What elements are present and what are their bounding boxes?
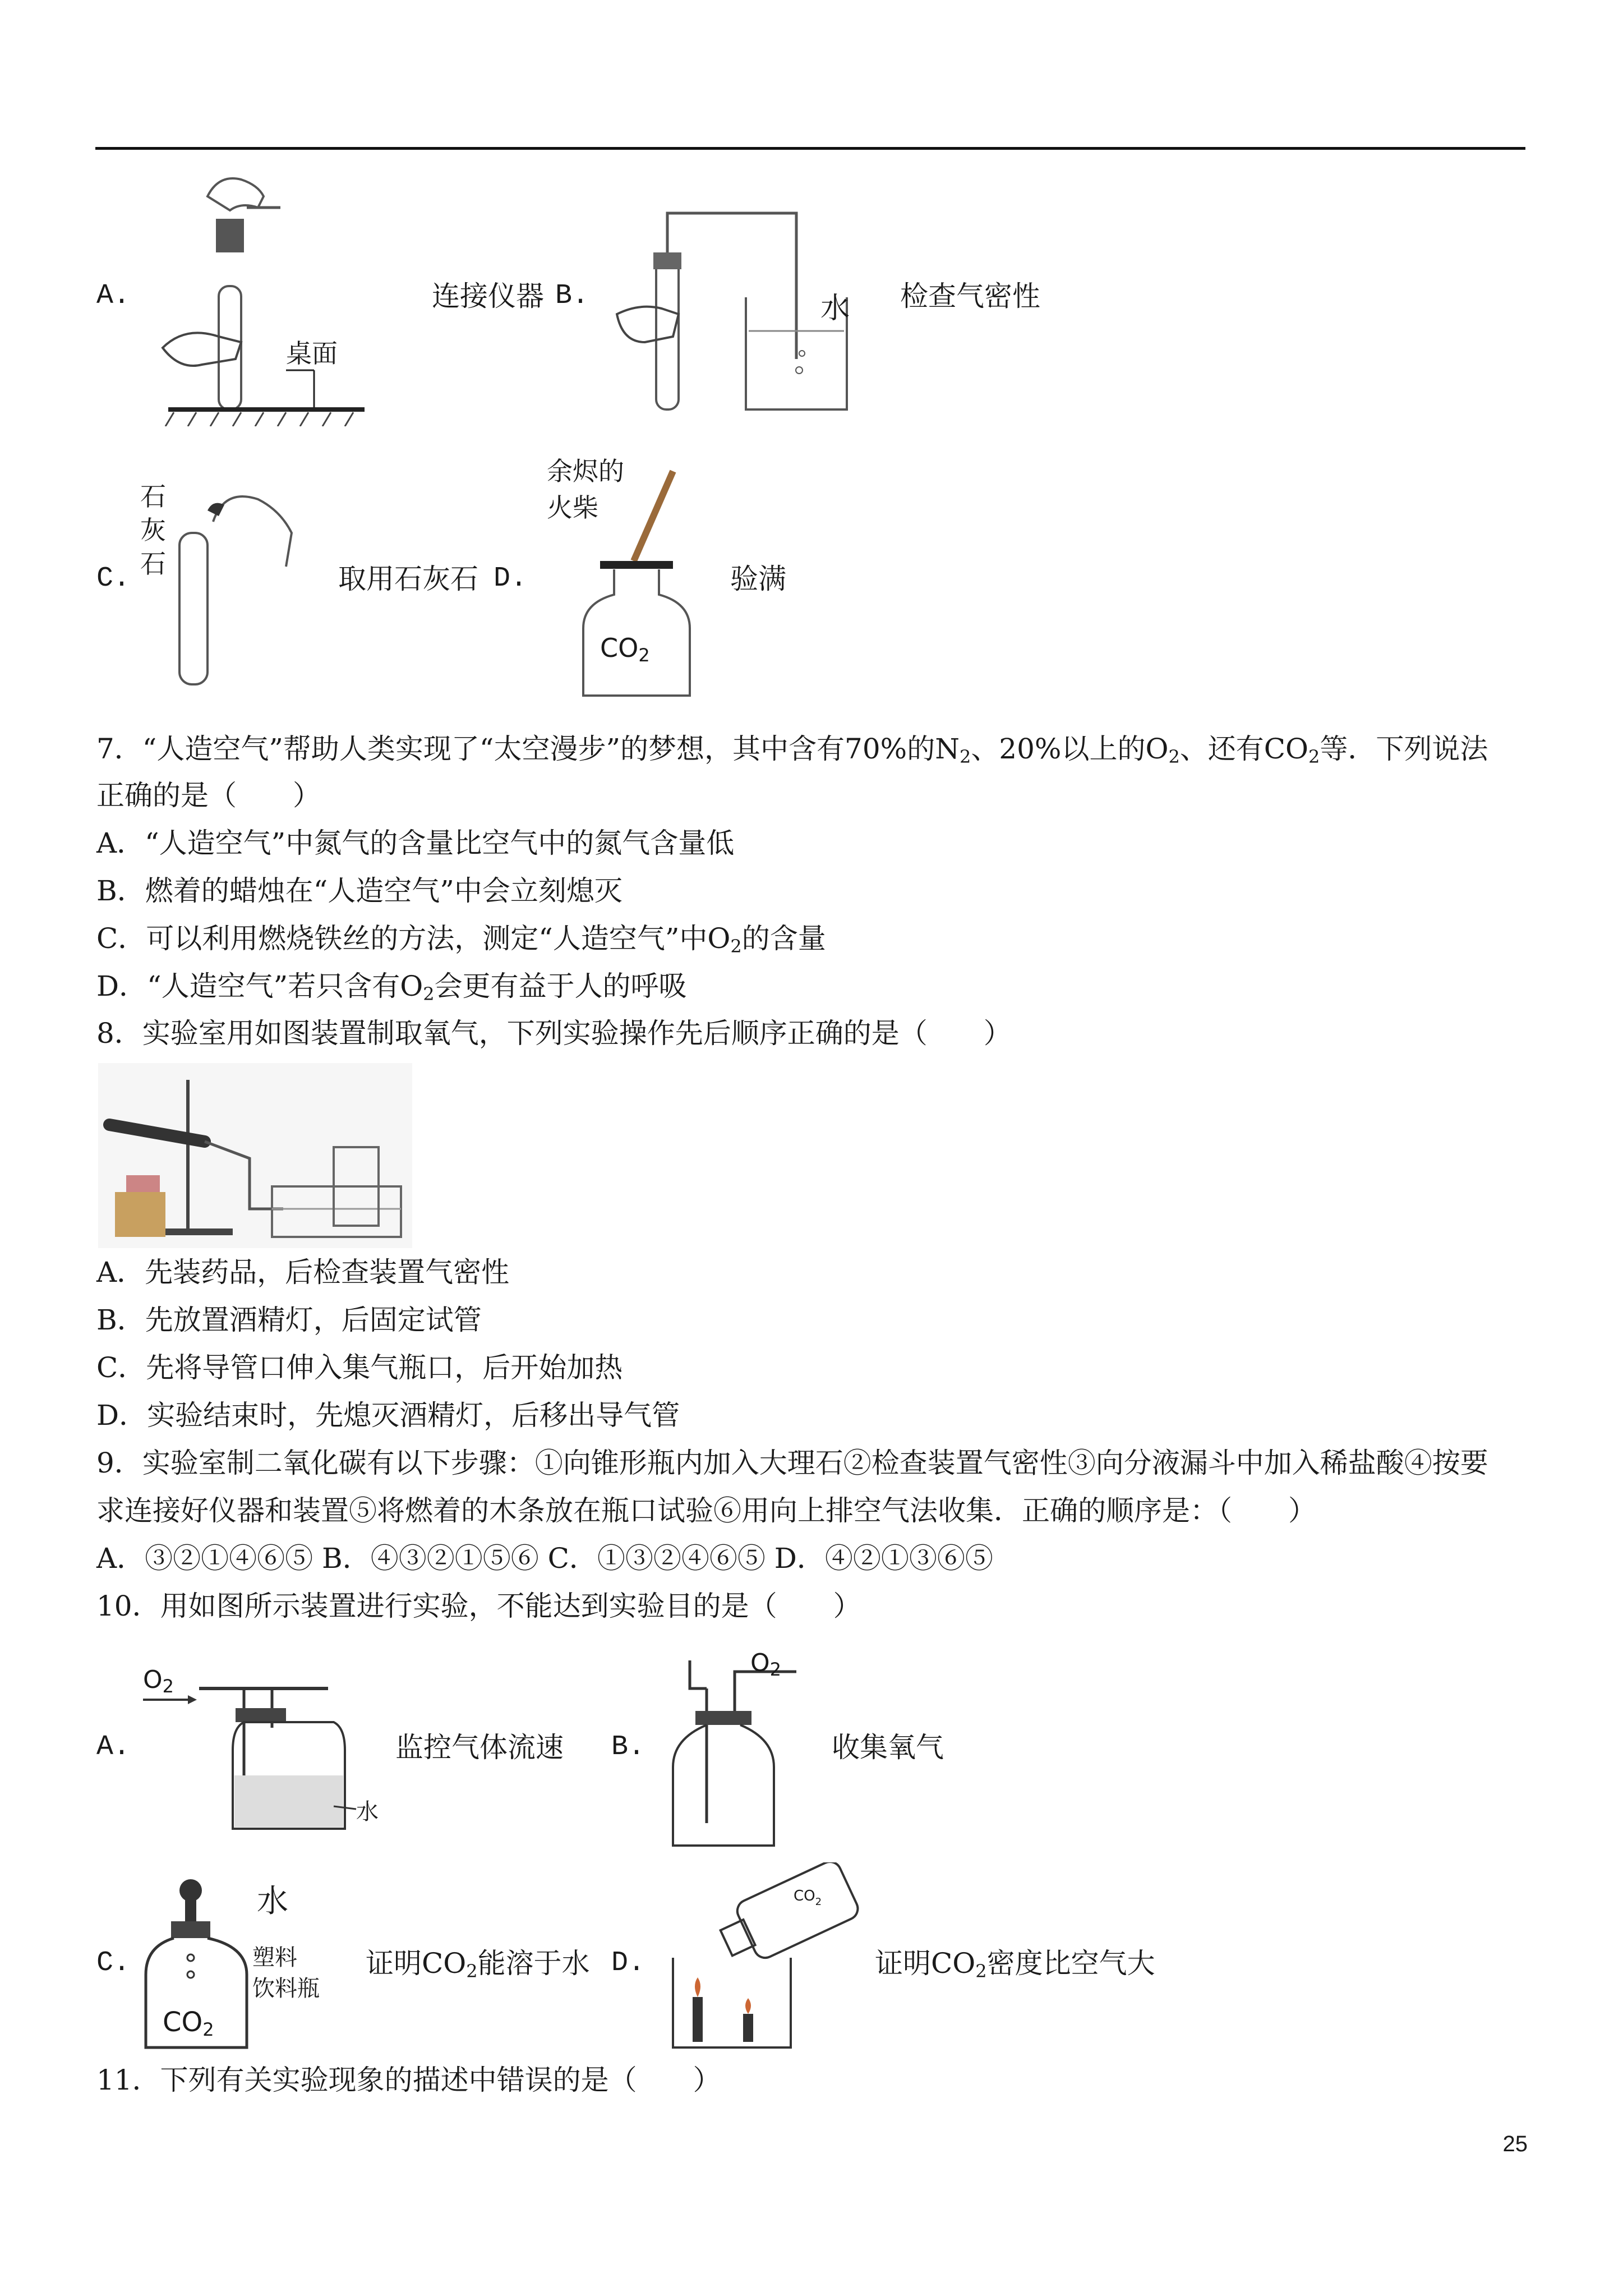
q6-option-c-letter: C. (96, 563, 131, 595)
page-number: 25 (1502, 2132, 1528, 2156)
q10-stem: 10．用如图所示装置进行实验，不能达到实验目的是（ ） (96, 1590, 861, 1622)
q6-d-bottle-label: $CO_2$ (600, 633, 650, 666)
q10-c-bottle-label: $CO_2$ (163, 2007, 214, 2040)
q10-d-fig-label: $CO_2$ (794, 1888, 822, 1908)
q6-option-c-caption: 取用石灰石 (338, 563, 478, 595)
q6-c-fig-label-1: 石 (140, 481, 166, 512)
q8-apparatus-figure (98, 1063, 412, 1248)
q10-c-fig-label-2: 塑料 (252, 1945, 297, 1971)
q8-option-c: C．先将导管口伸入集气瓶口，后开始加热 (96, 1351, 623, 1384)
q6-d-fig-label-1: 余烬的 (547, 456, 624, 486)
q6-option-b-letter: B. (555, 280, 589, 312)
q10-option-d-letter: D. (611, 1947, 645, 1979)
q10-d-figure (662, 1862, 864, 2053)
q9-stem-line-2: 求连接好仪器和装置⑤将燃着的木条放在瓶口试验⑥用向上排空气法收集．正确的顺序是：（ ） (96, 1494, 1316, 1527)
q6-b-fig-label: 水 (820, 292, 850, 325)
q6-c-fig-label-2: 灰 (140, 515, 166, 545)
q10-option-b-letter: B. (611, 1731, 645, 1763)
q7-option-c: C．可以利用燃烧铁丝的方法，测定“人造空气”中$O_2$的含量 (96, 922, 826, 957)
q10-option-c-letter: C. (96, 1947, 131, 1979)
q10-c-fig-label-1: 水 (257, 1883, 288, 1920)
q7-stem-line-2: 正确的是（ ） (96, 779, 321, 812)
q6-option-b-caption: 检查气密性 (900, 280, 1040, 312)
q6-d-fig-label-2: 火柴 (547, 493, 598, 523)
q6-option-a-letter: A. (96, 280, 131, 312)
q8-option-b: B．先放置酒精灯，后固定试管 (96, 1304, 482, 1336)
q10-option-a-caption: 监控气体流速 (395, 1731, 564, 1764)
q6-a-figure (140, 163, 376, 426)
q10-option-c-caption: 证明$CO_2$能溶于水 (366, 1947, 590, 1982)
q10-a-fig-label: 水 (356, 1799, 379, 1825)
q10-c-fig-label-3: 饮料瓶 (252, 1976, 320, 2001)
q10-option-d-caption: 证明$CO_2$密度比空气大 (875, 1947, 1155, 1982)
q9-stem-line-1: 9．实验室制二氧化碳有以下步骤：①向锥形瓶内加入大理石②检查装置气密性③向分液漏斗中加入稀盐酸④按要 (96, 1447, 1488, 1479)
q8-option-d: D．实验结束时，先熄灭酒精灯，后移出导气管 (96, 1399, 680, 1432)
q8-option-a: A．先装药品，后检查装置气密性 (96, 1256, 510, 1289)
q10-b-gas-label: $O_2$ (750, 1649, 781, 1680)
q6-a-fig-label: 桌面 (286, 338, 338, 369)
q6-option-d-caption: 验满 (730, 563, 786, 595)
q10-option-b-caption: 收集氧气 (832, 1731, 944, 1764)
q7-option-b: B．燃着的蜡烛在“人造空气”中会立刻熄灭 (96, 875, 623, 907)
q6-option-d-letter: D. (494, 563, 528, 595)
q6-option-a-caption: 连接仪器 (432, 280, 544, 312)
q9-options: A．③②①④⑥⑤ B．④③②①⑤⑥ C．①③②④⑥⑤ D．④②①③⑥⑤ (96, 1542, 993, 1575)
header-rule (95, 147, 1525, 150)
q6-c-fig-label-3: 石 (140, 549, 166, 579)
q8-stem: 8．实验室用如图装置制取氧气，下列实验操作先后顺序正确的是（ ） (96, 1017, 1012, 1050)
q7-option-a: A．“人造空气”中氮气的含量比空气中的氮气含量低 (96, 827, 735, 859)
q10-option-a-letter: A. (96, 1731, 131, 1763)
q10-a-figure (143, 1677, 367, 1834)
q7-stem-line-1: 7．“人造空气”帮助人类实现了“太空漫步”的梦想，其中含有70%的$N_2$、20%以上的$O_2$、还有$CO_2$等．下列说法 (96, 733, 1488, 767)
q10-a-gas-label: $O_2$ (143, 1665, 174, 1697)
q6-c-figure (168, 477, 314, 690)
q11-stem: 11．下列有关实验现象的描述中错误的是（ ） (96, 2064, 721, 2096)
q7-option-d: D．“人造空气”若只含有$O_2$会更有益于人的呼吸 (96, 970, 687, 1005)
